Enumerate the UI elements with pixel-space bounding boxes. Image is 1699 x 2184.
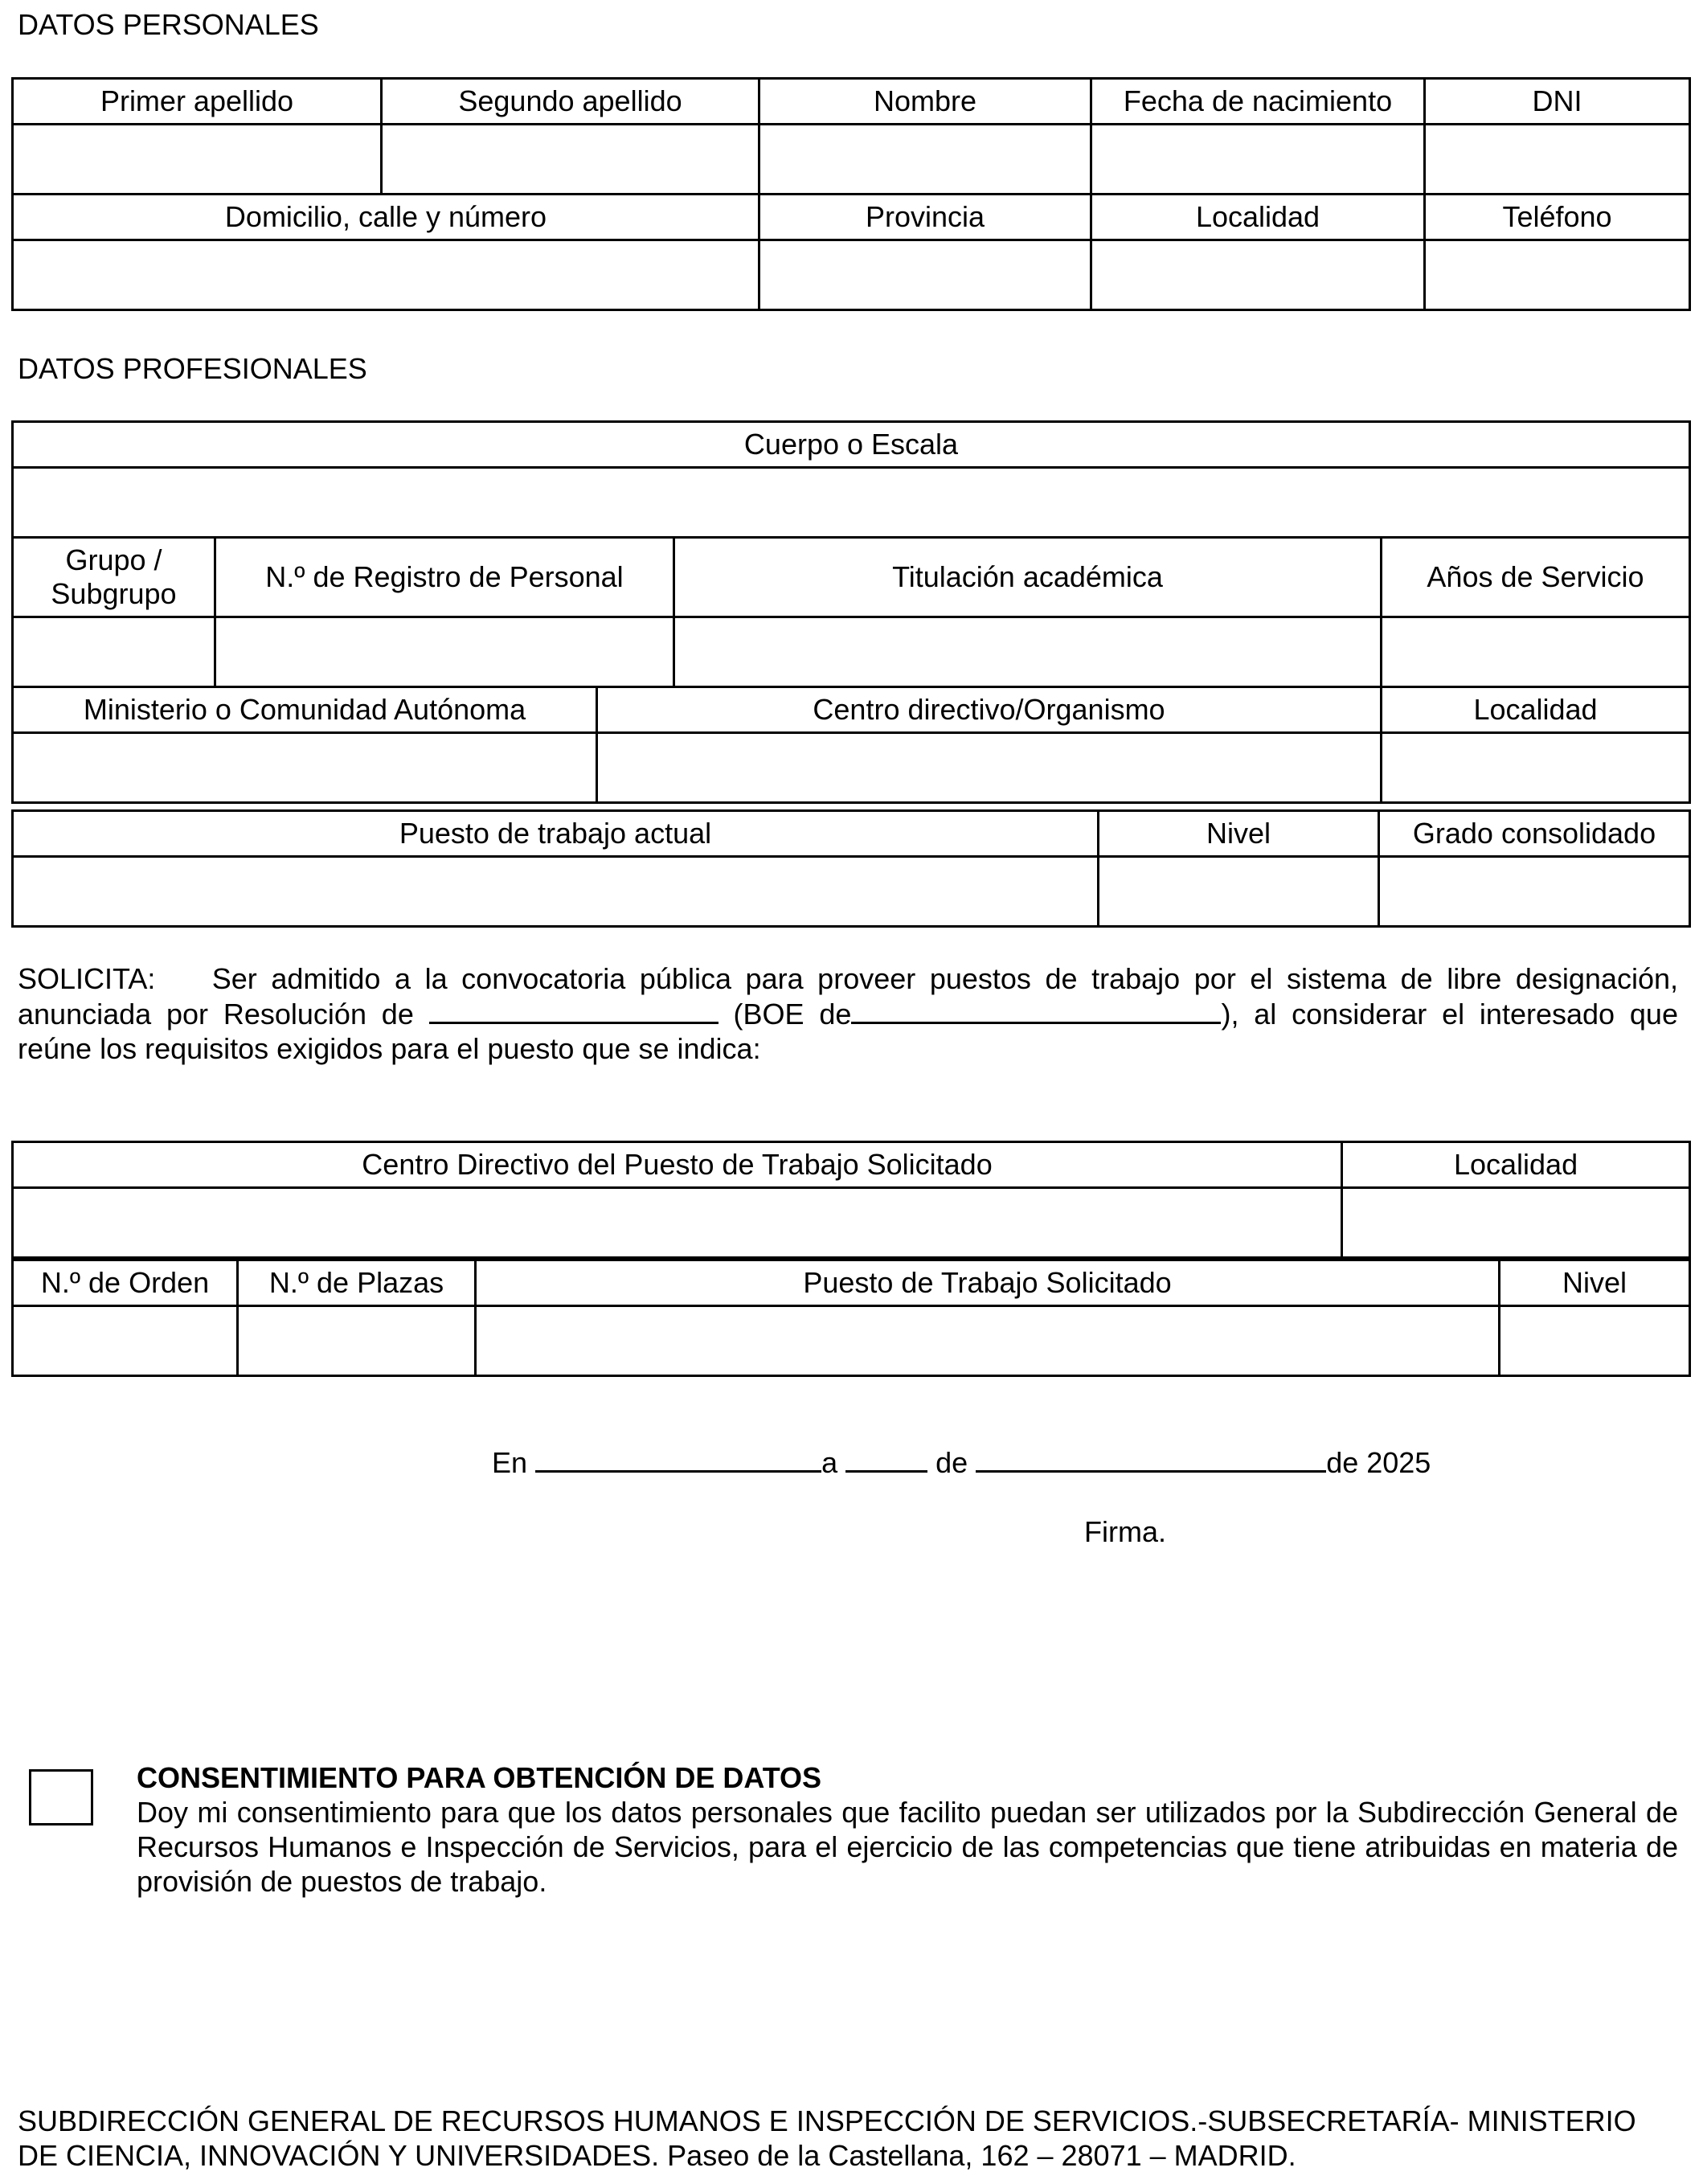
numero-orden-field[interactable] — [13, 1306, 238, 1376]
professional-header-row-2 — [13, 538, 1690, 617]
domicilio-field[interactable] — [13, 240, 759, 310]
header-puesto-actual: Puesto de trabajo actual — [13, 811, 1099, 857]
registro-personal-field[interactable] — [215, 617, 674, 687]
cuerpo-header-row — [13, 422, 1690, 468]
consent-checkbox[interactable] — [29, 1769, 93, 1825]
requested-position-table — [11, 1141, 1691, 1259]
localidad-profesional-field[interactable] — [1382, 733, 1690, 803]
provincia-field[interactable] — [759, 240, 1091, 310]
personal-input-row-1 — [13, 125, 1690, 195]
professional-header-row-3 — [13, 687, 1690, 733]
anos-servicio-field[interactable] — [1382, 617, 1690, 687]
header-titulacion: Titulación académica — [674, 538, 1382, 617]
day-blank[interactable] — [845, 1444, 927, 1473]
primer-apellido-field[interactable] — [13, 125, 382, 195]
consent-block — [137, 1760, 1678, 1899]
grado-consolidado-field[interactable] — [1379, 857, 1690, 927]
nombre-field[interactable] — [759, 125, 1091, 195]
date-line — [492, 1444, 1431, 1480]
solicita-text-1: Ser admitido a la convocatoria pública para proveer puestos de trabajo por el sistema de libre designación, anunciada por Resolución de — [18, 962, 1678, 1031]
professional-input-row-2 — [13, 617, 1690, 687]
requested-header-row-1 — [13, 1142, 1690, 1188]
header-fecha-nacimiento: Fecha de nacimiento — [1091, 79, 1425, 125]
professional-data-heading: DATOS PROFESIONALES — [18, 352, 367, 385]
puesto-actual-field[interactable] — [13, 857, 1099, 927]
localidad-field[interactable] — [1091, 240, 1425, 310]
professional-input-row-4 — [13, 857, 1690, 927]
header-grupo-subgrupo: Grupo / Subgrupo — [13, 538, 215, 617]
firma-label: Firma. — [1084, 1515, 1166, 1548]
fecha-nacimiento-field[interactable] — [1091, 125, 1425, 195]
personal-data-table — [11, 77, 1691, 311]
header-segundo-apellido: Segundo apellido — [382, 79, 759, 125]
header-localidad: Localidad — [1091, 195, 1425, 240]
solicita-label: SOLICITA: — [18, 962, 156, 995]
header-primer-apellido: Primer apellido — [13, 79, 382, 125]
professional-header-row-4 — [13, 811, 1690, 857]
ministerio-field[interactable] — [13, 733, 597, 803]
header-nivel-solicitado: Nivel — [1500, 1260, 1690, 1306]
header-cuerpo-escala: Cuerpo o Escala — [13, 422, 1690, 468]
cuerpo-escala-field[interactable] — [13, 468, 1690, 538]
date-en-label: En — [492, 1446, 528, 1479]
header-puesto-solicitado: Puesto de Trabajo Solicitado — [476, 1260, 1500, 1306]
header-domicilio: Domicilio, calle y número — [13, 195, 759, 240]
centro-directivo-field[interactable] — [597, 733, 1382, 803]
requested-position-table-2 — [11, 1259, 1691, 1377]
segundo-apellido-field[interactable] — [382, 125, 759, 195]
header-localidad-profesional: Localidad — [1382, 687, 1690, 733]
professional-data-table — [11, 420, 1691, 804]
centro-directivo-solicitado-field[interactable] — [13, 1188, 1342, 1258]
nivel-solicitado-field[interactable] — [1500, 1306, 1690, 1376]
puesto-solicitado-field[interactable] — [476, 1306, 1500, 1376]
date-de-label: de — [935, 1446, 968, 1479]
footer-address: SUBDIRECCIÓN GENERAL DE RECURSOS HUMANOS E INSPECCIÓN DE SERVICIOS.-SUBSECRETARÍA- MINISTERIO DE CIENCIA, INNOVACIÓN Y UNIVERSIDADES. Paseo de la Castellana, 162 – 28071 – MADRID. — [18, 2104, 1636, 2172]
header-numero-orden: N.º de Orden — [13, 1260, 238, 1306]
header-centro-directivo-solicitado: Centro Directivo del Puesto de Trabajo Solicitado — [13, 1142, 1342, 1188]
professional-input-row-3 — [13, 733, 1690, 803]
dni-field[interactable] — [1425, 125, 1690, 195]
resolucion-date-blank[interactable] — [429, 996, 718, 1024]
cuerpo-input-row — [13, 468, 1690, 538]
header-ministerio: Ministerio o Comunidad Autónoma — [13, 687, 597, 733]
nivel-actual-field[interactable] — [1099, 857, 1379, 927]
puesto-actual-table — [11, 809, 1691, 928]
place-blank[interactable] — [535, 1444, 821, 1473]
header-nombre: Nombre — [759, 79, 1091, 125]
solicita-text-2: (BOE de — [733, 998, 852, 1031]
month-blank[interactable] — [976, 1444, 1326, 1473]
solicita-text-3: ), al considerar el interesado que reúne los requisitos exigidos para el puesto que se indica: — [18, 998, 1678, 1065]
numero-plazas-field[interactable] — [238, 1306, 476, 1376]
titulacion-field[interactable] — [674, 617, 1382, 687]
boe-date-blank[interactable] — [851, 996, 1221, 1024]
header-nivel-actual: Nivel — [1099, 811, 1379, 857]
header-centro-directivo: Centro directivo/Organismo — [597, 687, 1382, 733]
date-a-label: a — [821, 1446, 838, 1479]
telefono-field[interactable] — [1425, 240, 1690, 310]
date-year-label: de 2025 — [1326, 1446, 1431, 1479]
header-dni: DNI — [1425, 79, 1690, 125]
personal-input-row-2 — [13, 240, 1690, 310]
requested-input-row-2 — [13, 1306, 1690, 1376]
header-localidad-solicitada: Localidad — [1342, 1142, 1690, 1188]
localidad-solicitada-field[interactable] — [1342, 1188, 1690, 1258]
header-telefono: Teléfono — [1425, 195, 1690, 240]
header-anos-servicio: Años de Servicio — [1382, 538, 1690, 617]
header-provincia: Provincia — [759, 195, 1091, 240]
header-numero-plazas: N.º de Plazas — [238, 1260, 476, 1306]
header-grado-consolidado: Grado consolidado — [1379, 811, 1690, 857]
consent-title: CONSENTIMIENTO PARA OBTENCIÓN DE DATOS — [137, 1761, 822, 1794]
requested-header-row-2 — [13, 1260, 1690, 1306]
personal-header-row-2 — [13, 195, 1690, 240]
grupo-subgrupo-field[interactable] — [13, 617, 215, 687]
personal-header-row-1 — [13, 79, 1690, 125]
personal-data-heading: DATOS PERSONALES — [18, 8, 319, 41]
solicita-paragraph — [18, 961, 1678, 1066]
consent-text: Doy mi consentimiento para que los datos personales que facilito puedan ser utilizados por la Subdirección General de Recursos Humanos e Inspección de Servicios, para el ejercicio de las competencias que tiene atribuidas en materia de provisión de puestos de trabajo. — [137, 1796, 1678, 1898]
requested-input-row-1 — [13, 1188, 1690, 1258]
header-registro-personal: N.º de Registro de Personal — [215, 538, 674, 617]
